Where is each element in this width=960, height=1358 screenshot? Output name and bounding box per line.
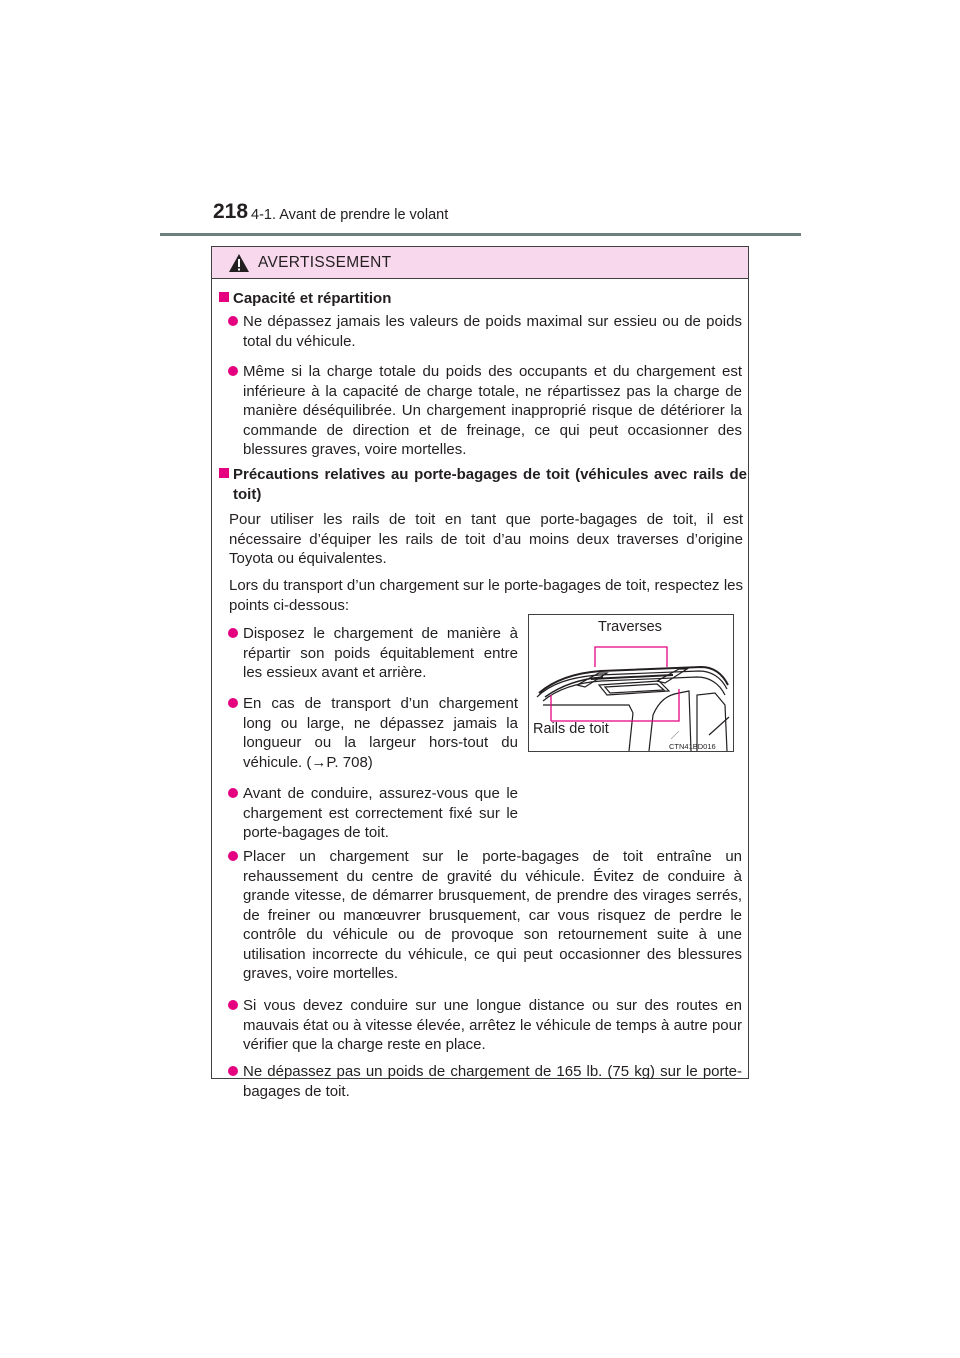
list-item: En cas de transport d’un chargement long ou large, ne dépassez jamais la longueur ou la largeur hors-tout du véhicule. (→P. 708) (228, 694, 518, 772)
roof-rack-figure (528, 614, 734, 752)
list-item: Ne dépassez pas un poids de chargement de 165 lb. (75 kg) sur le porte-bagages de toit. (228, 1062, 742, 1101)
warning-triangle-icon (228, 253, 250, 273)
bullet-dot-icon (228, 316, 238, 326)
label-crossbars: Traverses (598, 619, 662, 635)
list-item: Avant de conduire, assurez-vous que le chargement est correctement fixé sur le porte-bagages de toit. (228, 784, 518, 843)
bullet-dot-icon (228, 628, 238, 638)
heading-capacity: Capacité et répartition (219, 289, 747, 309)
paragraph-crossbars: Pour utiliser les rails de toit en tant que porte-bagages de toit, il est nécessaire d’équiper les rails de toit d’au moins deux traverses d’origine Toyota ou équivalentes. (229, 511, 743, 567)
warning-title: AVERTISSEMENT (258, 253, 392, 271)
header-rule (160, 233, 801, 236)
section-title: 4-1. Avant de prendre le volant (251, 207, 449, 223)
square-bullet-icon (219, 468, 229, 478)
bullet-dot-icon (228, 788, 238, 798)
bullet-dot-icon (228, 1066, 238, 1076)
figure-code: CTN41BD016 (669, 742, 716, 751)
warning-box (211, 246, 749, 1100)
page-number: 218 (213, 200, 249, 223)
bullet-dot-icon (228, 366, 238, 376)
heading-roof-rack: Précautions relatives au porte-bagages de toit (véhicules avec rails de toit) (219, 465, 747, 504)
bullet-dot-icon (228, 1000, 238, 1010)
list-item: Ne dépassez jamais les valeurs de poids maximal sur essieu ou de poids total du véhicule. (228, 312, 742, 351)
paragraph-transport: Lors du transport d’un chargement sur le porte-bagages de toit, respectez les points ci-dessous: (229, 577, 743, 614)
list-item: Même si la charge totale du poids des occupants et du chargement est inférieure à la capacité de charge totale, ne répartissez pas la charge de manière déséquilibrée. Un chargement inapproprié risque de détériorer la commande de direction et de freinage, ce qui peut occasionner des blessures graves, voire mortelles. (228, 362, 742, 460)
label-roof-rails: Rails de toit (533, 721, 609, 737)
warning-header (212, 247, 748, 279)
list-item: Disposez le chargement de manière à répartir son poids équitablement entre les essieux avant et arrière. (228, 624, 518, 683)
bullet-dot-icon (228, 851, 238, 861)
list-item: Placer un chargement sur le porte-bagages de toit entraîne un rehaussement du centre de gravité du véhicule. Évitez de conduire à grande vitesse, de démarrer brusquement, de prendre des virages serrés, de freiner ou manœuvrer brusquement, car vous risquez de perdre le contrôle du véhicule ou de provoque son retournement suite à une utilisation incorrecte du véhicule, ce qui peut occasionner des blessures graves, voire mortelles. (228, 847, 742, 984)
warning-content (212, 279, 748, 1100)
list-item: Si vous devez conduire sur une longue distance ou sur des routes en mauvais état ou à vitesse élevée, arrêtez le véhicule de temps à autre pour vérifier que la charge reste en place. (228, 996, 742, 1055)
square-bullet-icon (219, 292, 229, 302)
bullet-dot-icon (228, 698, 238, 708)
